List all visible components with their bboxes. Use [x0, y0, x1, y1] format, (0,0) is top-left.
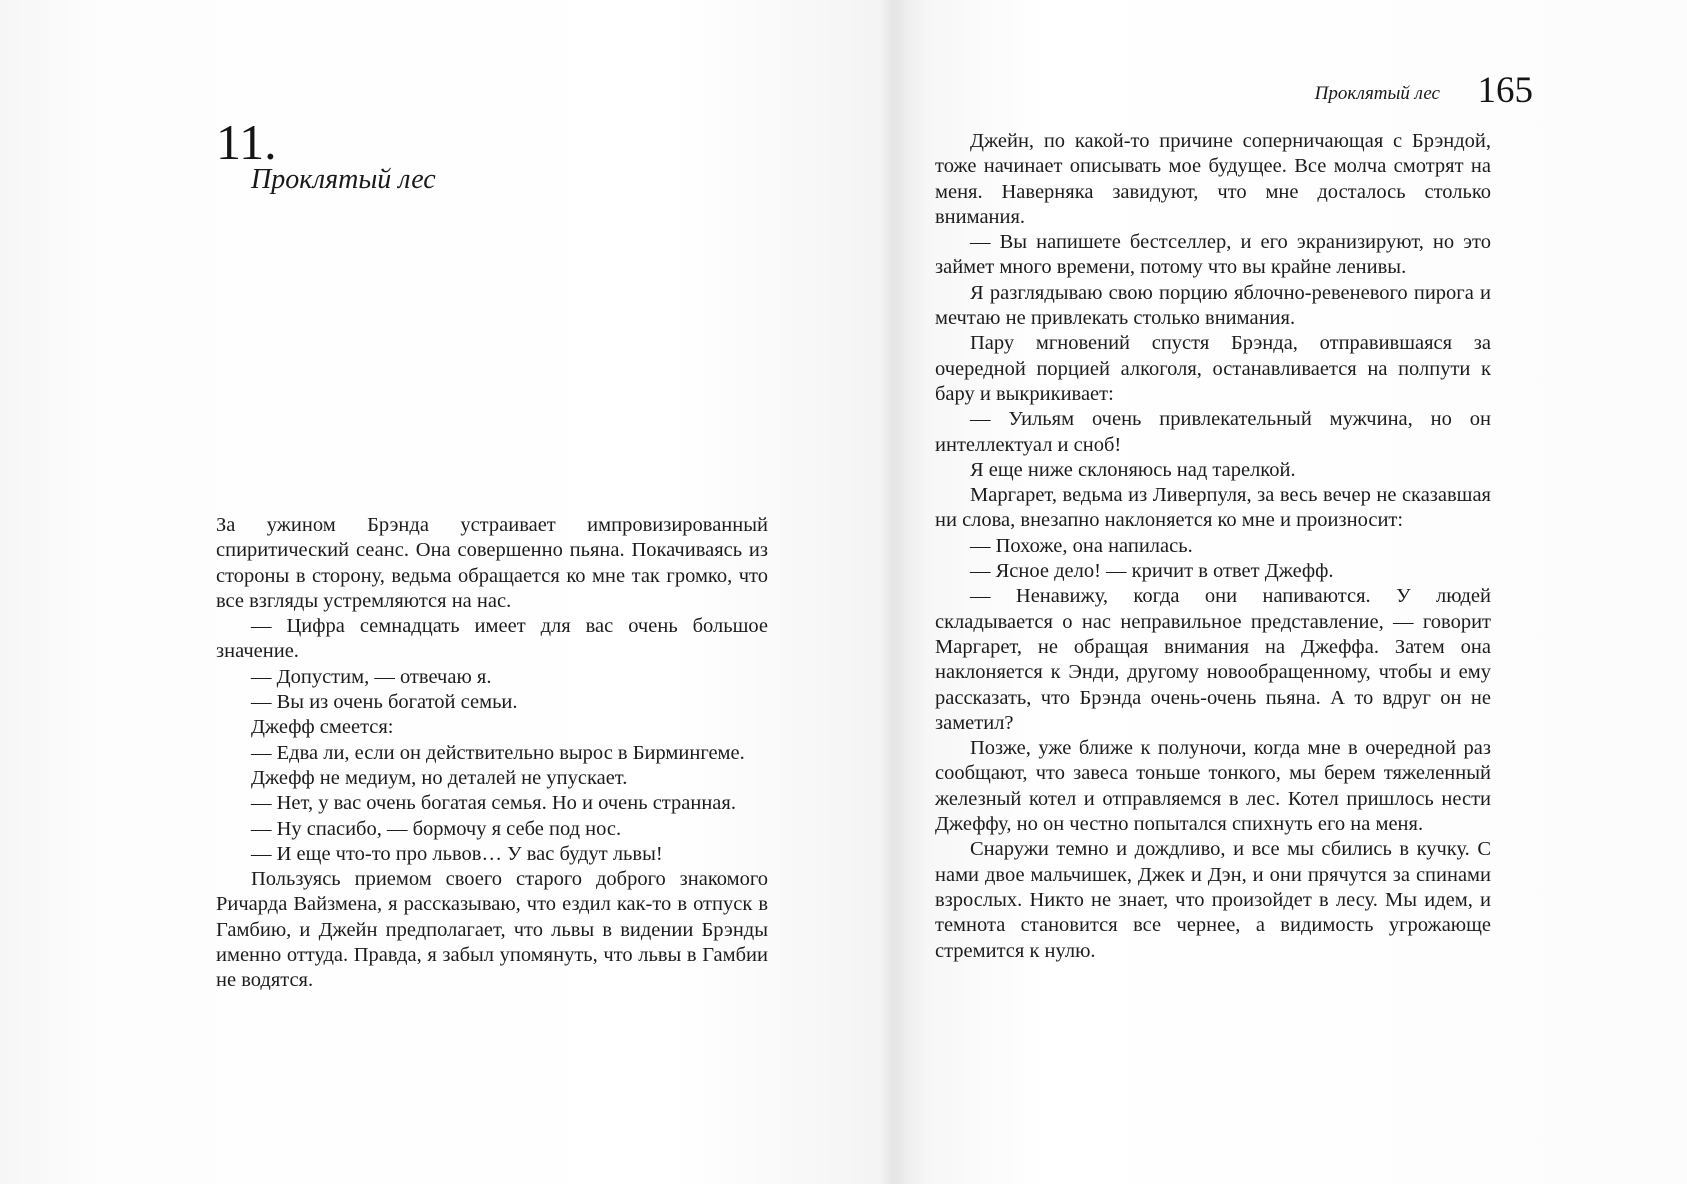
page-number: 165 — [1477, 70, 1533, 111]
paragraph: — Вы напишете бестселлер, и его экранизируют, но это займет много времени, потому что вы крайне ленивы. — [935, 231, 1491, 279]
paragraph: — Цифра семнадцать имеет для вас очень большое значение. — [216, 615, 768, 663]
right-page-text — [935, 129, 1491, 964]
chapter-title: Проклятый лес — [251, 164, 436, 195]
paragraph: — Ненавижу, когда они напиваются. У людей складывается о нас неправильное представление, — говорит Маргарет, не обращая внимания на Джеффа. Затем она наклоняется к Энди, другому новообращенному, чтобы и ему рассказать, что Брэнда очень-очень пьяна. А то вдруг он не заметил? — [935, 585, 1491, 734]
paragraph: — Нет, у вас очень богатая семья. Но и очень странная. — [251, 792, 736, 815]
paragraph: — Едва ли, если он действительно вырос в Бирмингеме. — [251, 741, 745, 764]
chapter-number: 11. — [216, 114, 277, 170]
paragraph: — Уильям очень привлекательный мужчина, но он интеллектуал и сноб! — [935, 408, 1491, 456]
paragraph: — Ну спасибо, — бормочу я себе под нос. — [251, 817, 622, 840]
paragraph: Снаружи темно и дождливо, и все мы сбились в кучку. С нами двое мальчишек, Джек и Дэн, и они прячутся за спинами взрослых. Никто не знает, что произойдет в лесу. Мы идем, и темнота становится все чернее, а видимость угрожающе стремится к нулю. — [935, 838, 1491, 962]
paragraph: Я разглядываю свою порцию яблочно-ревеневого пирога и мечтаю не привлекать столько внимания. — [935, 281, 1491, 330]
paragraph: Джефф не медиум, но деталей не упускает. — [251, 766, 628, 789]
paragraph: Маргарет, ведьма из Ливерпуля, за весь вечер не сказавшая ни слова, внезапно наклоняется ко мне и произносит: — [935, 484, 1491, 532]
running-head: Проклятый лес — [1314, 83, 1440, 104]
left-page-text — [216, 513, 768, 994]
paragraph: Джефф смеется: — [251, 716, 394, 739]
paragraph: За ужином Брэнда устраивает импровизированный спиритический сеанс. Она совершенно пьяна. Покачиваясь из стороны в сторону, ведьма обращается ко мне так громко, что все взгляды устремляются на нас. — [216, 514, 768, 612]
paragraph: — Вы из очень богатой семьи. — [251, 691, 518, 714]
book-gutter — [880, 0, 906, 1184]
paragraph: Пользуясь приемом своего старого доброго знакомого Ричарда Вайзмена, я рассказываю, что ездил как-то в отпуск в Гамбию, и Джейн предполагает, что львы в видении Брэнды именно оттуда. Правда, я забыл упомянуть, что львы в Гамбии не водятся. — [216, 868, 768, 992]
paragraph: — Похоже, она напилась. — [970, 534, 1193, 557]
paragraph: Я еще ниже склоняюсь над тарелкой. — [970, 458, 1296, 481]
paragraph: Джейн, по какой-то причине соперничающая с Брэндой, тоже начинает описывать мое будущее. Все молча смотрят на меня. Наверняка завидуют, что мне досталось столько внимания. — [935, 130, 1491, 228]
paragraph: Пару мгновений спустя Брэнда, отправившаяся за очередной порцией алкоголя, останавливается на полпути к бару и выкрикивает: — [935, 332, 1491, 405]
paragraph: Позже, уже ближе к полуночи, когда мне в очередной раз сообщают, что завеса тоньше тонкого, мы берем тяжеленный железный котел и отправляемся в лес. Котел пришлось нести Джеффу, но он честно попытался спихнуть его на меня. — [935, 737, 1491, 836]
paragraph: — И еще что-то про львов… У вас будут львы! — [251, 842, 663, 865]
paragraph: — Ясное дело! — кричит в ответ Джефф. — [970, 560, 1334, 583]
paragraph: — Допустим, — отвечаю я. — [251, 665, 492, 688]
